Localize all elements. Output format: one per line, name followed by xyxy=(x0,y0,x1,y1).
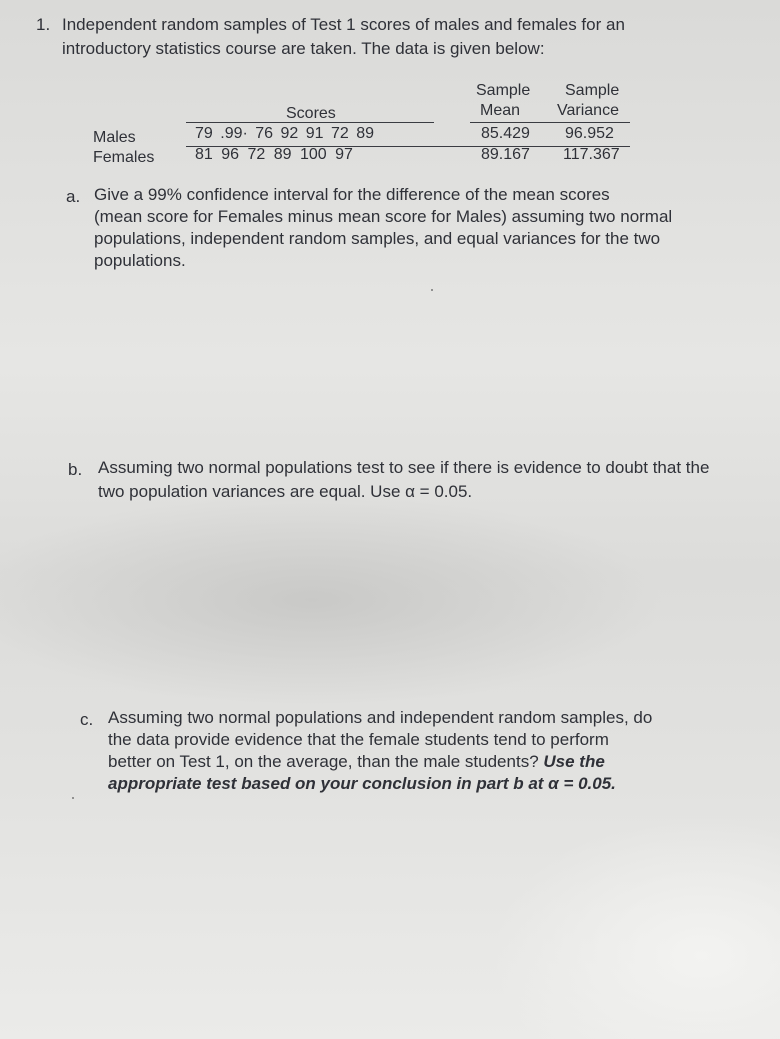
question-number: 1. xyxy=(36,15,51,34)
males-scores: 79 .99· 76 92 91 72 89 xyxy=(195,125,375,142)
females-scores: 81 96 72 89 100 97 xyxy=(195,146,353,163)
paper-speck xyxy=(72,797,74,799)
stats-header-rule xyxy=(470,122,630,123)
males-sample-variance: 96.952 xyxy=(565,125,614,142)
part-a-line-3: populations, independent random samples, and equal variances for the two xyxy=(94,229,661,248)
question-intro-line-1: Independent random samples of Test 1 scores of males and females for an xyxy=(62,15,625,34)
part-b-line-1: Assuming two normal populations test to see if there is evidence to doubt that the xyxy=(98,458,710,477)
mean-column-header-line-2: Mean xyxy=(480,102,521,119)
part-c-line-2: the data provide evidence that the female students tend to perform xyxy=(108,730,609,749)
paper-speck xyxy=(431,289,433,291)
part-c-line-3 xyxy=(108,751,605,772)
males-row-label: Males xyxy=(93,129,136,146)
scores-column-header: Scores xyxy=(286,105,336,122)
variance-column-header-line-2: Variance xyxy=(557,102,619,119)
scores-header-rule xyxy=(186,122,434,123)
question-intro-line-2: introductory statistics course are taken. The data is given below: xyxy=(62,39,545,58)
males-sample-mean: 85.429 xyxy=(481,125,530,142)
part-a-label: a. xyxy=(66,187,81,206)
females-sample-variance: 117.367 xyxy=(563,146,620,163)
part-b-line-2: two population variances are equal. Use α = 0.05. xyxy=(98,482,473,501)
part-c-label: c. xyxy=(80,710,94,729)
variance-column-header-line-1: Sample xyxy=(565,82,620,99)
part-a-line-1: Give a 99% confidence interval for the difference of the mean scores xyxy=(94,185,610,204)
part-a-line-4: populations. xyxy=(94,251,186,270)
part-c-line-4-emphasis: appropriate test based on your conclusion in part b at α = 0.05. xyxy=(108,774,616,793)
part-c-line-1: Assuming two normal populations and independent random samples, do xyxy=(108,708,653,727)
females-sample-mean: 89.167 xyxy=(481,146,530,163)
part-c-line-3-text: better on Test 1, on the average, than the male students? xyxy=(108,752,544,771)
mean-column-header-line-1: Sample xyxy=(476,82,531,99)
part-b-label: b. xyxy=(68,460,83,479)
part-a-line-2: (mean score for Females minus mean score for Males) assuming two normal xyxy=(94,207,673,226)
females-row-label: Females xyxy=(93,149,155,166)
part-c-line-3-emphasis: Use the xyxy=(543,752,605,771)
